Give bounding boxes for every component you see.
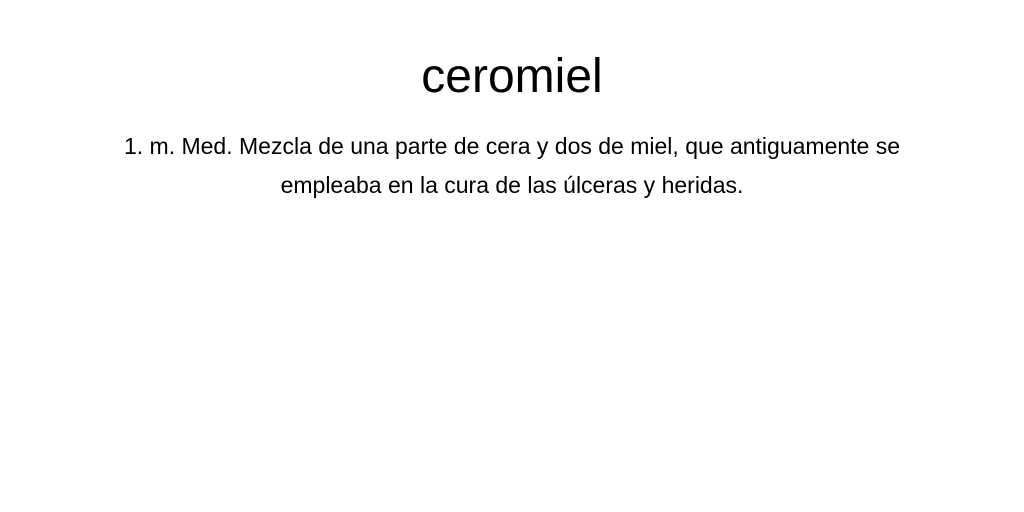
headword: ceromiel	[421, 50, 603, 103]
definition-text: 1. m. Med. Mezcla de una parte de cera y dos de miel, que antiguamente se empleaba en la cura de las úlceras y heridas.	[123, 133, 901, 198]
dictionary-entry	[0, 0, 1024, 205]
